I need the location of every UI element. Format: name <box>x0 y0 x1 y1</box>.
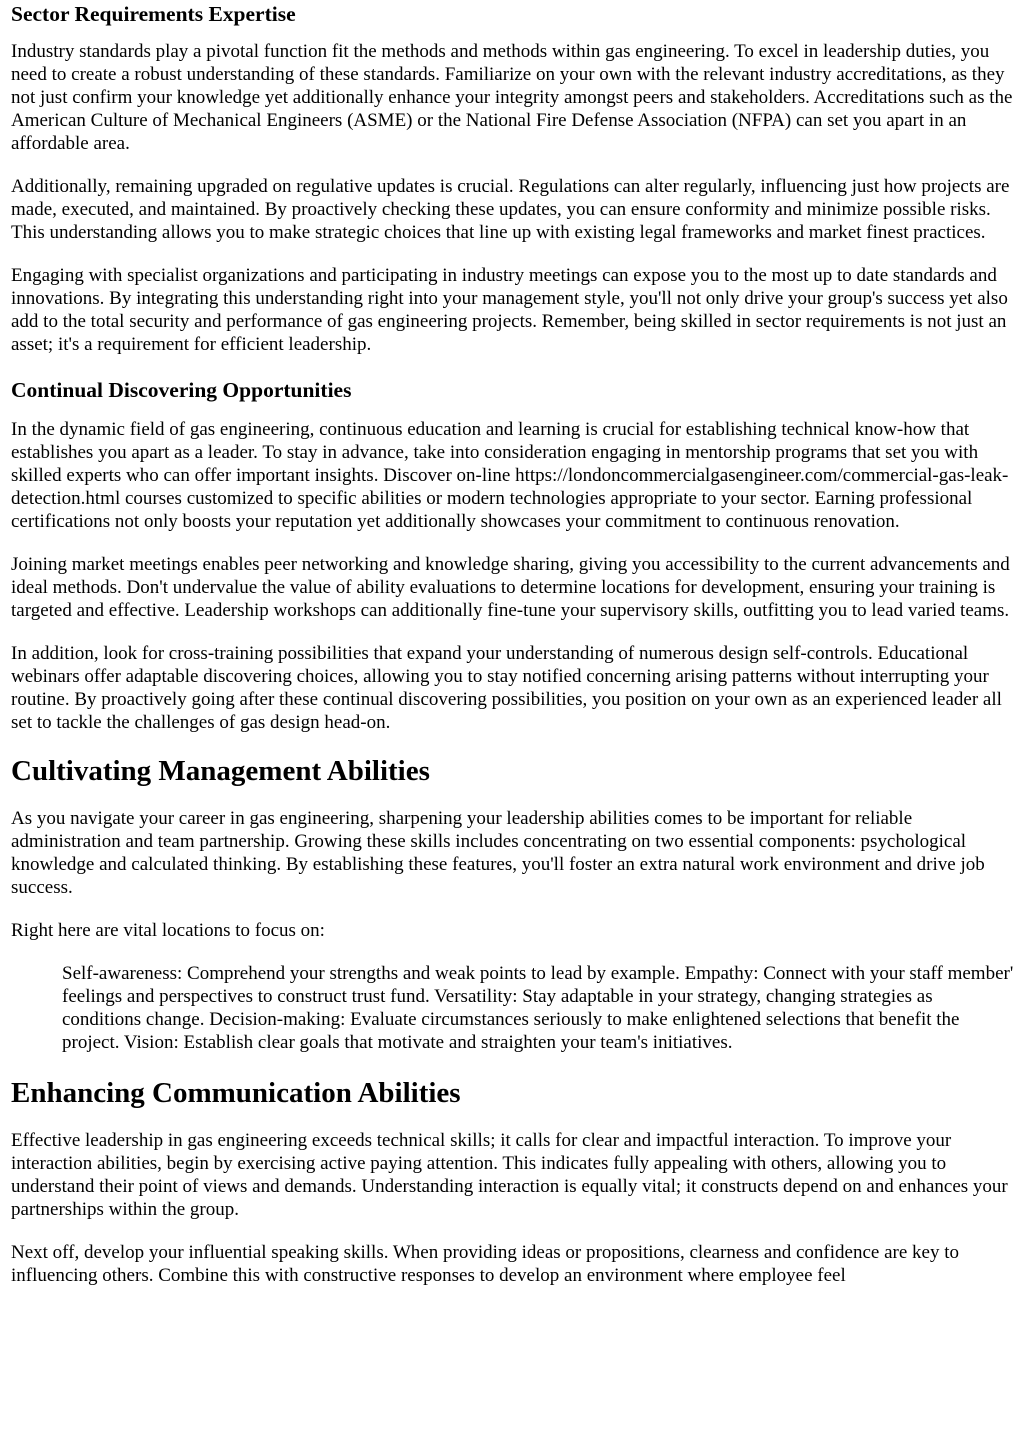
paragraph: Additionally, remaining upgraded on regulative updates is crucial. Regulations can alter regularly, influencing just how projects are made, executed, and maintained. By proactively checking these updates, you can ensure conformity and minimize possible risks. This understanding allows you to make strategic choices that line up with existing legal frameworks and market finest practices. <box>11 176 1010 243</box>
paragraph: As you navigate your career in gas engineering, sharpening your leadership abilities comes to be important for reliable administration and team partnership. Growing these skills includes concentrating on two essential components: psychological knowledge and calculated thinking. By establishing these features, you'll foster an extra natural work environment and drive job success. <box>11 808 985 898</box>
section-heading-enhancing-communication: Enhancing Communication Abilities <box>11 1077 461 1109</box>
paragraph: Right here are vital locations to focus on: <box>11 920 325 941</box>
paragraph: In addition, look for cross-training possibilities that expand your understanding of numerous design self-controls. Educational webinars offer adaptable discovering choices, allowing you to stay notified concerning arising patterns without interrupting your routine. By proactively going after these continual discovering possibilities, you position on your own as an experienced leader all set to tackle the challenges of gas design head-on. <box>11 643 1002 733</box>
paragraph: Industry standards play a pivotal function fit the methods and methods within gas engineering. To excel in leadership duties, you need to create a robust understanding of these standards. Familiarize on your own with the relevant industry accreditations, as they not just confirm your knowledge yet additionally enhance your integrity amongst peers and stakeholders. Accreditations such as the American Culture of Mechanical Engineers (ASME) or the National Fire Defense Association (NFPA) can set you apart in an affordable area. <box>11 41 1013 154</box>
section-heading-continual-discovering: Continual Discovering Opportunities <box>11 378 352 402</box>
paragraph: Effective leadership in gas engineering exceeds technical skills; it calls for clear and impactful interaction. To improve your interaction abilities, begin by exercising active paying attention. This indicates fully appealing with others, allowing you to understand their point of views and demands. Understanding interaction is equally vital; it constructs depend on and enhances your partnerships within the group. <box>11 1130 1008 1220</box>
paragraph: In the dynamic field of gas engineering, continuous education and learning is crucial for establishing technical know-how that establishes you apart as a leader. To stay in advance, take into consideration engaging in mentorship programs that set you with skilled experts who can offer important insights. Discover on-line https://londoncommercialgasengineer.com/commercial-gas-leak-detection.html courses customized to specific abilities or modern technologies appropriate to your sector. Earning professional certifications not only boosts your reputation yet additionally showcases your commitment to continuous renovation. <box>11 419 1009 532</box>
section-heading-sector-requirements: Sector Requirements Expertise <box>11 2 296 26</box>
paragraph: Joining market meetings enables peer networking and knowledge sharing, giving you accessibility to the current advancements and ideal methods. Don't undervalue the value of ability evaluations to determine locations for development, ensuring your training is targeted and effective. Leadership workshops can additionally fine-tune your supervisory skills, outfitting you to lead varied teams. <box>11 554 1010 621</box>
paragraph: Next off, develop your influential speaking skills. When providing ideas or propositions, clearness and confidence are key to influencing others. Combine this with constructive responses to develop an environment where employee feel <box>11 1242 959 1286</box>
blockquote: Self-awareness: Comprehend your strengths and weak points to lead by example. Empathy: Connect with your staff member' feelings and perspectives to construct trust fund. Versatility: Stay adaptable in your strategy, changing strategies as conditions change. Decision-making: Evaluate circumstances seriously to make enlightened selections that benefit the project. Vision: Establish clear goals that motivate and straighten your team's initiatives. <box>62 963 1014 1053</box>
paragraph: Engaging with specialist organizations and participating in industry meetings can expose you to the most up to date standards and innovations. By integrating this understanding right into your management style, you'll not only drive your group's success yet also add to the total security and performance of gas engineering projects. Remember, being skilled in sector requirements is not just an asset; it's a requirement for efficient leadership. <box>11 265 1008 355</box>
section-heading-cultivating-management: Cultivating Management Abilities <box>11 755 430 787</box>
